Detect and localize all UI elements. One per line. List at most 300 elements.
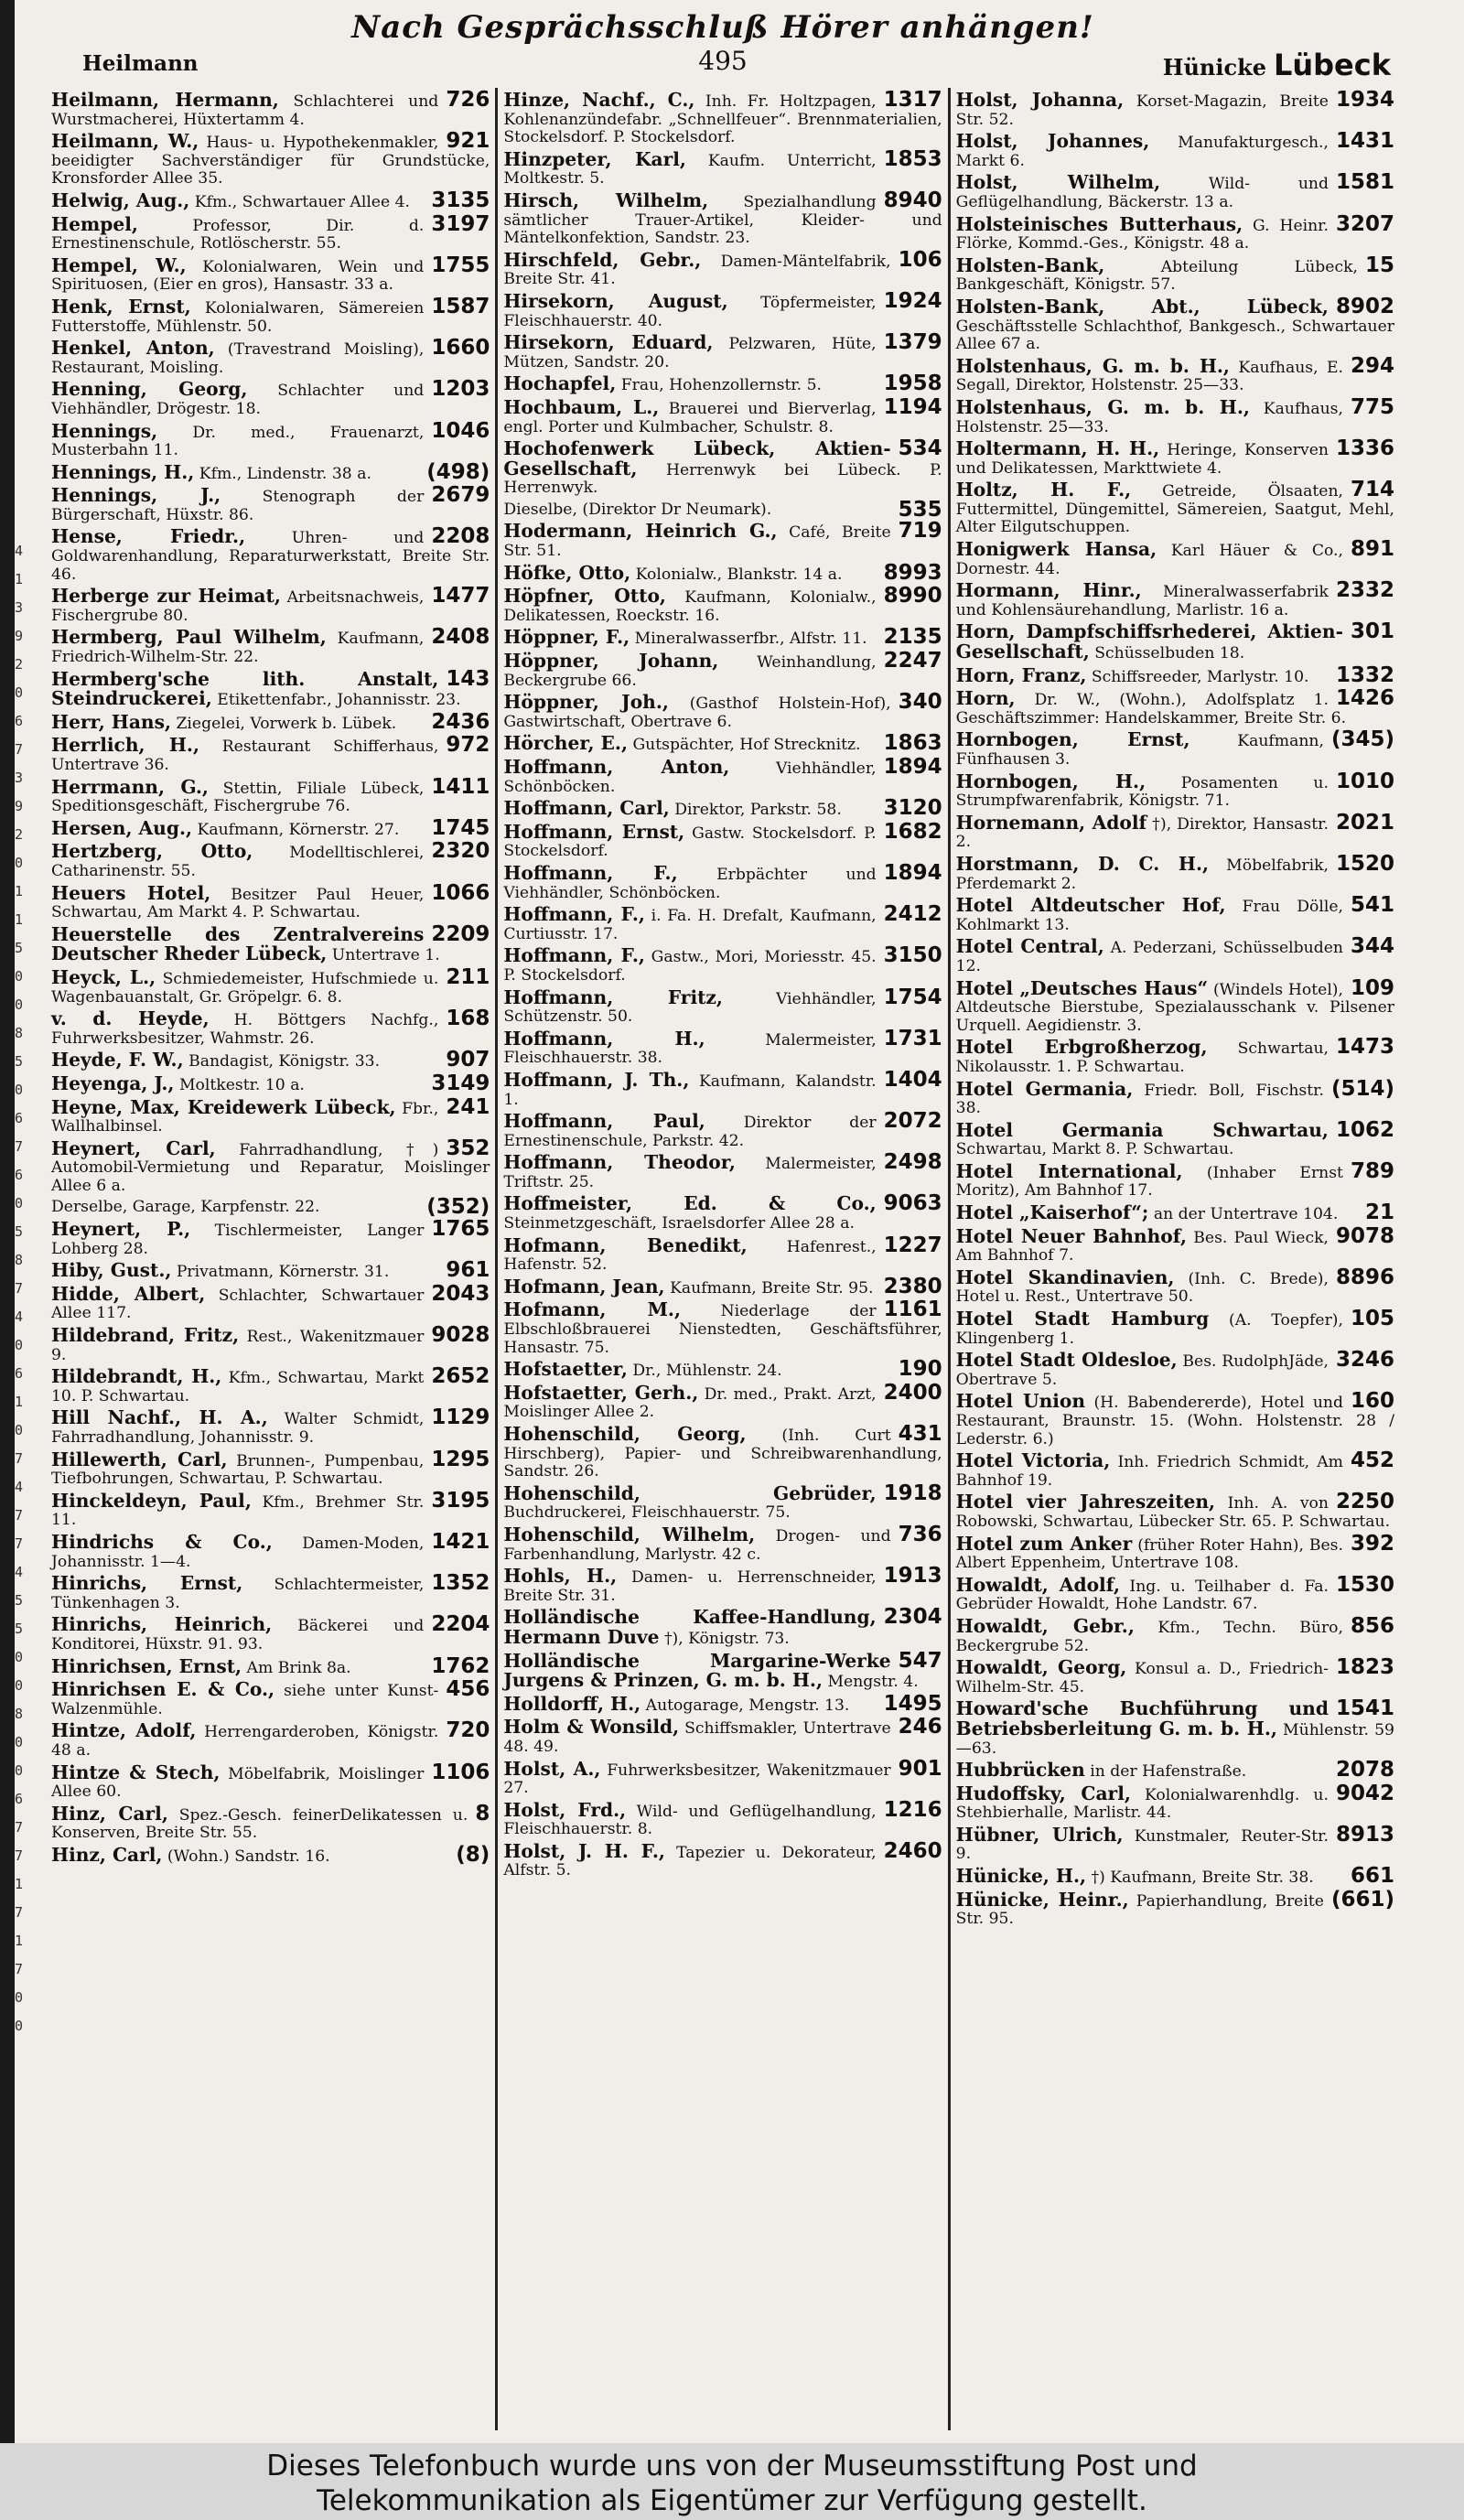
entry-details: Direktor, Parkstr. 58.: [674, 801, 842, 820]
directory-entry: [503, 625, 942, 650]
entry-details: Bes. RudolphJäde, Obertrave 5.: [955, 1352, 1329, 1389]
edge-fragment: 3: [15, 770, 24, 786]
entry-name: Holtermann, H. H.,: [955, 437, 1160, 460]
entry-name: Hofmann, Benedikt,: [503, 1233, 748, 1256]
directory-entry: [955, 975, 1394, 1036]
entry-details: Fahrradhandlung, †) Automobil-Vermietung und Reparatur, Moislinger Allee 6 a.: [51, 1140, 490, 1195]
phone-number: 736: [898, 1522, 942, 1546]
entry-details: Stenograph der Bürgerschaft, Hüxstr. 86.: [51, 488, 425, 524]
edge-fragment: 4: [15, 1564, 24, 1580]
phone-number: 1913: [883, 1564, 942, 1588]
phone-number: 8: [475, 1801, 490, 1825]
entry-details: Schlachterei und Wurstmacherei, Hüxtertamm 4.: [51, 92, 439, 129]
phone-number: 1411: [431, 774, 490, 799]
phone-number: 3197: [431, 211, 490, 236]
entry-details: Kaufmann, Kalandstr. 1.: [503, 1072, 877, 1109]
entry-name: Holst, A.,: [503, 1757, 601, 1780]
phone-number: 2412: [883, 902, 942, 927]
entry-name: Horn, Dampfschiffsrhederei, Aktien-Gesellschaft,: [955, 620, 1343, 663]
entry-name: Hoffmann, Fritz,: [503, 985, 723, 1008]
directory-entry: [503, 860, 942, 902]
directory-entry: [503, 755, 942, 796]
phone-number: 211: [446, 964, 490, 989]
edge-fragment: 7: [15, 1138, 24, 1155]
entry-name: Hirsekorn, Eduard,: [503, 331, 714, 354]
phone-number: 1216: [883, 1797, 942, 1822]
directory-entry: [955, 1531, 1394, 1573]
entry-name: Horn, Franz,: [955, 663, 1087, 686]
entry-details: Herrenwyk bei Lübeck. P. Herrenwyk.: [503, 460, 942, 498]
phone-number: 3149: [431, 1071, 490, 1095]
edge-fragment: 5: [15, 1053, 24, 1070]
edge-fragment: 0: [15, 2018, 24, 2034]
directory-entry: [503, 1150, 942, 1191]
directory-entry: [955, 478, 1394, 537]
phone-number: 1581: [1335, 170, 1394, 195]
phone-number: 2652: [431, 1364, 490, 1389]
entry-name: Hünicke, Heinr.,: [955, 1888, 1129, 1911]
entry-name: Hoffmann, Ernst,: [503, 820, 685, 843]
entry-details: Frau Dölle, Kohlmarkt 13.: [955, 898, 1343, 934]
entry-name: Holländische Kaffee-Handlung, Hermann Duve: [503, 1606, 877, 1648]
entry-name: Holm & Wonsild,: [503, 1716, 680, 1739]
entry-details: Buchdruckerei, Fleischhauerstr. 75.: [503, 1503, 791, 1523]
edge-fragment: [15, 225, 35, 253]
entry-name: Hochbaum, L.,: [503, 395, 660, 418]
phone-number: 8896: [1335, 1265, 1394, 1289]
entry-details: i. Fa. H. Drefalt, Kaufmann, Curtiusstr. 17.: [503, 907, 877, 943]
directory-entry: [955, 1490, 1394, 1531]
entry-name: Hotel International,: [955, 1159, 1183, 1182]
phone-number: 15: [1364, 253, 1394, 277]
phone-number: (8): [456, 1842, 490, 1867]
directory-entry: [51, 211, 490, 253]
entry-name: Helwig, Aug.,: [51, 188, 190, 211]
entry-name: Hodermann, Heinrich G.,: [503, 520, 778, 543]
entry-details: Kfm., Techn. Büro, Beckergrube 52.: [955, 1618, 1343, 1655]
entry-name: Hotel Neuer Bahnhof,: [955, 1224, 1188, 1247]
entry-details: Steinmetzgeschäft, Israelsdorfer Allee 28 a.: [503, 1214, 855, 1233]
directory-entry: [955, 1348, 1394, 1389]
directory-entry: [955, 727, 1394, 769]
entry-name: Hochapfel,: [503, 372, 617, 395]
directory-entry: [503, 146, 942, 188]
directory-entry: [51, 921, 490, 965]
directory-entry: [51, 1801, 490, 1843]
edge-fragment: [15, 55, 35, 83]
directory-entry: [503, 188, 942, 248]
directory-entry: [51, 1071, 490, 1095]
entry-name: v. d. Heyde,: [51, 1007, 210, 1030]
header-right-name: Hünicke: [1162, 54, 1266, 81]
entry-name: Hense, Friedr.,: [51, 525, 246, 548]
directory-entry: [51, 483, 490, 524]
entry-name: Hoffmann, Carl,: [503, 797, 670, 820]
phone-number: 535: [898, 497, 942, 522]
directory-entry: [51, 524, 490, 584]
entry-details: Kaufmann, Breite Str. 95.: [670, 1278, 874, 1298]
entry-name: Hofstaetter, Gerh.,: [503, 1381, 699, 1404]
entry-name: Hempel, W.,: [51, 253, 187, 276]
entry-details: Möbelfabrik, Pferdemarkt 2.: [955, 856, 1329, 893]
phone-number: 2400: [883, 1380, 942, 1405]
edge-fragment: 7: [15, 1961, 24, 1977]
entry-details: Malermeister, Triftstr. 25.: [503, 1155, 877, 1191]
directory-entry: [503, 902, 942, 943]
phone-number: (661): [1330, 1887, 1394, 1912]
phone-number: 1404: [883, 1067, 942, 1092]
directory-entry: [955, 686, 1394, 727]
entry-details: Derselbe, Garage, Karpfenstr. 22.: [51, 1198, 320, 1217]
entry-details: Töpfermeister, Fleischhauerstr. 40.: [503, 293, 877, 330]
edge-fragment: [15, 140, 35, 168]
entry-details: Damen-Moden, Johannisstr. 1—4.: [51, 1534, 425, 1571]
directory-entry: [51, 88, 490, 129]
directory-entry: [955, 1265, 1394, 1307]
entry-name: Hotel Skandinavien,: [955, 1265, 1175, 1288]
entry-name: Hermberg, Paul Wilhelm,: [51, 626, 327, 649]
directory-entry: [51, 377, 490, 418]
entry-name: Holst, Frd.,: [503, 1798, 627, 1821]
entry-details: Kaufmann, Fünfhausen 3.: [955, 732, 1324, 769]
directory-entry: [51, 709, 490, 734]
entry-name: Holstenhaus, G. m. b. H.,: [955, 395, 1250, 418]
phone-number: 1745: [431, 815, 490, 840]
phone-number: 9028: [431, 1323, 490, 1348]
footer-line-2: Telekommunikation als Eigentümer zur Verfügung gestellt.: [317, 2484, 1147, 2517]
entry-details: Schwartau, Markt 8. P. Schwartau.: [955, 1140, 1234, 1159]
phone-number: 2332: [1335, 578, 1394, 603]
entry-details: Wild- und Geflügelhandlung, Fleischhauerstr. 8.: [503, 1802, 877, 1839]
edge-fragment: 2: [15, 826, 24, 843]
directory-entry: [503, 1756, 942, 1798]
entry-details: Schlachter, Schwartauer Allee 117.: [51, 1286, 425, 1323]
edge-fragment: 0: [15, 1762, 24, 1779]
phone-number: 452: [1350, 1448, 1394, 1473]
directory-entry: [503, 394, 942, 436]
edge-fragment: 0: [15, 1989, 24, 2006]
directory-entry: [955, 851, 1394, 893]
edge-fragment: 1: [15, 1933, 24, 1949]
entry-details: Inh. Fr. Holtzpagen, Kohlenanzündefabr. „Schnellfeuer“. Brennmaterialien, Stockelsdorf. P. Stockelsdorf.: [503, 92, 942, 147]
directory-entry: [503, 1422, 942, 1481]
directory-entry: [955, 129, 1394, 170]
phone-number: 1924: [883, 288, 942, 313]
directory-entry: [503, 372, 942, 396]
entry-details: Moltkestr. 10 a.: [178, 1075, 305, 1094]
phone-number: 3195: [431, 1488, 490, 1513]
phone-number: 1541: [1335, 1696, 1394, 1721]
directory-entry: [51, 129, 490, 188]
directory-entry: [503, 1691, 942, 1716]
phone-number: 2135: [883, 625, 942, 650]
edge-fragment: 7: [15, 1847, 24, 1864]
entry-details: Malermeister, Fleischhauerstr. 38.: [503, 1030, 877, 1068]
phone-number: 1934: [1335, 88, 1394, 112]
entry-details: Autogarage, Mengstr. 13.: [645, 1696, 850, 1715]
edge-fragment: [15, 310, 35, 339]
entry-name: Hinz, Carl,: [51, 1802, 168, 1825]
edge-fragment: 5: [15, 1592, 24, 1609]
phone-number: 8993: [883, 560, 942, 585]
directory-entry: [51, 666, 490, 710]
directory-entry: [51, 188, 490, 212]
entry-details: Kolonialw., Blankstr. 14 a.: [635, 565, 843, 584]
directory-entry: [51, 1281, 490, 1323]
phone-number: 1918: [883, 1481, 942, 1505]
entry-details: Kaufm. Unterricht, Moltkestr. 5.: [503, 151, 877, 188]
edge-fragment: 9: [15, 798, 24, 814]
entry-name: Hübner, Ulrich,: [955, 1823, 1124, 1846]
entry-name: Höppner, F.,: [503, 626, 630, 649]
entry-name: Hillewerth, Carl,: [51, 1448, 228, 1470]
entry-name: Henk, Ernst,: [51, 295, 191, 318]
directory-entry: [955, 1201, 1394, 1225]
directory-entry: [51, 1217, 490, 1258]
phone-number: 891: [1350, 537, 1394, 562]
phone-number: 1295: [431, 1447, 490, 1471]
entry-name: Hotel „Kaiserhof“;: [955, 1201, 1149, 1224]
phone-number: 1203: [431, 377, 490, 402]
phone-number: 1421: [431, 1529, 490, 1554]
entry-details: Mühlenstr. 59—63.: [955, 1720, 1394, 1758]
entry-details: Kolonialwaren, Sämereien Futterstoffe, Mühlenstr. 50.: [51, 298, 425, 336]
entry-details: Kolonialwaren, Wein und Spirituosen, (Eier en gros), Hansastr. 33 a.: [51, 257, 425, 295]
phone-number: 3120: [883, 796, 942, 821]
phone-number: 541: [1350, 893, 1394, 918]
entry-name: Höpfner, Otto,: [503, 585, 666, 608]
directory-entry: [955, 769, 1394, 811]
directory-entry: [503, 1481, 942, 1523]
entry-name: Hofstaetter,: [503, 1358, 628, 1381]
phone-number: 9042: [1335, 1781, 1394, 1805]
phone-number: 1426: [1335, 686, 1394, 711]
entry-details: Niederlage der Elbschloßbrauerei Nienstedten, Geschäftsführer, Hansastr. 75.: [503, 1302, 942, 1357]
entry-name: Hinckeldeyn, Paul,: [51, 1489, 252, 1512]
entry-name: Heyne, Max, Kreidewerk Lübeck,: [51, 1095, 396, 1118]
phone-number: 1317: [883, 88, 942, 112]
phone-number: 392: [1350, 1531, 1394, 1556]
edge-fragment: [15, 339, 35, 367]
directory-entry: [503, 560, 942, 585]
edge-fragment: 0: [15, 1082, 24, 1098]
directory-entry: [51, 253, 490, 295]
phone-number: 168: [446, 1007, 490, 1031]
directory-entry: [51, 418, 490, 460]
entry-name: Hidde, Albert,: [51, 1282, 206, 1305]
edge-fragment: 6: [15, 1110, 24, 1126]
phone-number: 2209: [431, 921, 490, 946]
directory-entry: [503, 288, 942, 330]
directory-entry: [503, 985, 942, 1027]
entry-details: Mineralwasserfabrik und Kohlensäurehandlung, Marlistr. 16 a.: [955, 583, 1329, 619]
directory-entry: [955, 1117, 1394, 1159]
directory-entry: [503, 497, 942, 522]
entry-name: Hoffmann, Anton,: [503, 756, 730, 778]
provenance-footer: [0, 2443, 1464, 2520]
entry-name: Hennings,: [51, 419, 158, 442]
hang-up-notice: Nach Gesprächsschluß Hörer anhängen!: [351, 9, 1094, 46]
entry-details: Arbeitsnachweis, Fischergrube 80.: [51, 588, 425, 625]
entry-details: Drogen- und Farbenhandlung, Marlystr. 42 c.: [503, 1526, 891, 1564]
entry-details: (Inh. C. Brede), Hotel u. Rest., Untertrave 50.: [955, 1269, 1329, 1307]
phone-number: 2204: [431, 1612, 490, 1637]
directory-entry: [503, 649, 942, 690]
entry-details: G. Heinr. Flörke, Kommd.-Ges., Königstr. 48 a.: [955, 216, 1329, 253]
edge-fragment: 8: [15, 1025, 24, 1041]
entry-details: Modelltischlerei, Catharinenstr. 55.: [51, 844, 425, 880]
directory-entry: [503, 1797, 942, 1839]
entry-details: Dr., Mühlenstr. 24.: [632, 1362, 782, 1381]
edge-fragment: [15, 282, 35, 310]
entry-name: Hildebrand, Fritz,: [51, 1324, 240, 1347]
directory-entry: [955, 1864, 1394, 1889]
directory-entry: [51, 964, 490, 1007]
entry-details: Bandagist, Königstr. 33.: [188, 1052, 381, 1072]
phone-number: 1336: [1335, 436, 1394, 461]
directory-entry: [503, 796, 942, 821]
directory-entry: [503, 247, 942, 289]
edge-fragment: 6: [15, 1791, 24, 1807]
directory-entry: [503, 1233, 942, 1275]
directory-entry: [51, 1447, 490, 1489]
directory-entry: [503, 1191, 942, 1233]
entry-details: Korset-Magazin, Breite Str. 52.: [955, 92, 1329, 129]
phone-number: 534: [898, 436, 942, 461]
phone-number: 2679: [431, 483, 490, 508]
phone-number: 8940: [883, 188, 942, 212]
entry-details: (Inh. Curt Hirschberg), Papier- und Schreibwarenhandlung, Sandstr. 26.: [503, 1427, 942, 1481]
entry-details: Kaufhaus, E. Segall, Direktor, Holstenstr. 25—33.: [955, 358, 1343, 395]
entry-details: Dr. med., Frauenarzt, Musterbahn 11.: [51, 423, 425, 460]
entry-details: Schlachter und Viehhändler, Drögestr. 18.: [51, 382, 425, 418]
entry-details: Spezialhandlung sämtlicher Trauer-Artikel, Kleider- und Mäntelkonfektion, Sandstr. 23.: [503, 192, 942, 248]
edge-fragment: 5: [15, 1223, 24, 1240]
phone-number: 2043: [431, 1281, 490, 1306]
directory-entry: [503, 1298, 942, 1357]
entry-name: Holstenhaus, G. m. b. H.,: [955, 354, 1230, 377]
directory-entry: [955, 1655, 1394, 1696]
entry-details: (A. Toepfer), Klingenberg 1.: [955, 1311, 1343, 1348]
phone-number: (498): [426, 459, 490, 484]
directory-entry: [955, 1572, 1394, 1614]
entry-details: Kfm., Brehmer Str. 11.: [51, 1492, 425, 1530]
phone-number: 661: [1350, 1864, 1394, 1889]
phone-number: 972: [446, 733, 490, 758]
phone-number: 2460: [883, 1838, 942, 1863]
edge-fragment: 5: [15, 1621, 24, 1637]
edge-fragment: [15, 112, 35, 140]
phone-number: 789: [1350, 1158, 1394, 1183]
phone-number: 961: [446, 1258, 490, 1283]
entry-details: Kfm., Schwartauer Allee 4.: [194, 192, 411, 211]
directory-entry: [503, 1564, 942, 1605]
column-1: [46, 88, 495, 2430]
phone-number: 190: [898, 1357, 942, 1382]
entry-details: Fbr., Wallhalbinsel.: [51, 1099, 439, 1136]
entry-details: Damen- u. Herrenschneider, Breite Str. 31.: [503, 1568, 877, 1605]
entry-details: (Gasthof Holstein-Hof), Gastwirtschaft, Obertrave 6.: [503, 695, 891, 731]
entry-name: Hohenschild, Wilhelm,: [503, 1523, 756, 1545]
adjacent-page-edge: [15, 55, 35, 2416]
directory-entry: [955, 810, 1394, 852]
directory-entry: [51, 1760, 490, 1802]
entry-name: Heynert, P.,: [51, 1218, 191, 1241]
directory-entry: [955, 1389, 1394, 1448]
phone-number: 160: [1350, 1389, 1394, 1414]
phone-number: (345): [1330, 727, 1394, 752]
entry-details: Viehhändler, Schützenstr. 50.: [503, 989, 877, 1027]
entry-name: Holländische Margarine-Werke Jurgens & Prinzen, G. m. b. H.,: [503, 1649, 891, 1692]
entry-name: Hornbogen, Ernst,: [955, 728, 1190, 751]
phone-number: 1046: [431, 418, 490, 443]
entry-name: Hörcher, E.,: [503, 732, 628, 755]
entry-name: Hinze, Nachf., C.,: [503, 89, 695, 111]
entry-name: Heuers Hotel,: [51, 881, 211, 904]
entry-name: Herrmann, G.,: [51, 775, 209, 798]
phone-number: 2250: [1335, 1490, 1394, 1514]
phone-number: 921: [446, 129, 490, 154]
phone-number: 2304: [883, 1605, 942, 1630]
edge-fragment: 0: [15, 684, 24, 701]
edge-fragment: 1: [15, 571, 24, 587]
phone-number: 431: [898, 1422, 942, 1446]
binding-shadow: [0, 0, 15, 2443]
entry-name: Herberge zur Heimat,: [51, 585, 281, 608]
phone-number: (514): [1330, 1076, 1394, 1101]
edge-fragment: 3: [15, 599, 24, 616]
entry-name: Hiby, Gust.,: [51, 1259, 172, 1282]
entry-name: Hertzberg, Otto,: [51, 840, 253, 863]
phone-number: 3135: [431, 188, 490, 212]
edge-fragment: 7: [15, 1280, 24, 1297]
phone-number: 21: [1364, 1201, 1394, 1225]
entry-name: Hoffmeister, Ed. & Co.,: [503, 1192, 877, 1215]
directory-entry: [955, 253, 1394, 295]
entry-details: Mengstr. 4.: [827, 1673, 919, 1692]
entry-name: Honigwerk Hansa,: [955, 538, 1157, 561]
directory-entry: [503, 819, 942, 861]
entry-name: Höppner, Joh.,: [503, 691, 669, 714]
edge-fragment: 0: [15, 1734, 24, 1750]
phone-number: 901: [898, 1756, 942, 1781]
phone-number: (352): [426, 1195, 490, 1220]
phone-number: 1161: [883, 1298, 942, 1322]
phone-number: 720: [446, 1718, 490, 1743]
edge-fragment: 4: [15, 1308, 24, 1325]
entry-name: Hotel Altdeutscher Hof,: [955, 894, 1226, 917]
edge-fragment: [15, 424, 35, 452]
entry-details: Rest., Wakenitzmauer 9.: [51, 1328, 425, 1364]
entry-name: Heynert, Carl,: [51, 1136, 216, 1159]
edge-fragment: 0: [15, 1337, 24, 1353]
entry-details: Direktor der Ernestinenschule, Parkstr. 42.: [503, 1114, 877, 1150]
entry-name: Hotel Central,: [955, 935, 1104, 958]
edge-fragment: 0: [15, 1422, 24, 1438]
entry-details: Tischlermeister, Langer Lohberg 28.: [51, 1222, 425, 1258]
entry-details: Wild- und Geflügelhandlung, Bäckerstr. 13 a.: [955, 175, 1329, 211]
edge-fragment: 4: [15, 543, 24, 559]
entry-name: Hohls, H.,: [503, 1565, 618, 1588]
entry-details: Walter Schmidt, Fahrradhandlung, Johannisstr. 9.: [51, 1410, 425, 1447]
phone-number: 2436: [431, 709, 490, 734]
edge-fragment: 6: [15, 1365, 24, 1382]
entry-name: Hotel Germania Schwartau,: [955, 1118, 1329, 1141]
phone-number: 907: [446, 1048, 490, 1072]
entry-details: Erbpächter und Viehhändler, Schönböcken.: [503, 865, 877, 902]
entry-name: Hornbogen, H.,: [955, 770, 1146, 792]
entry-details: Schiffsmakler, Untertrave 48. 49.: [503, 1719, 891, 1756]
